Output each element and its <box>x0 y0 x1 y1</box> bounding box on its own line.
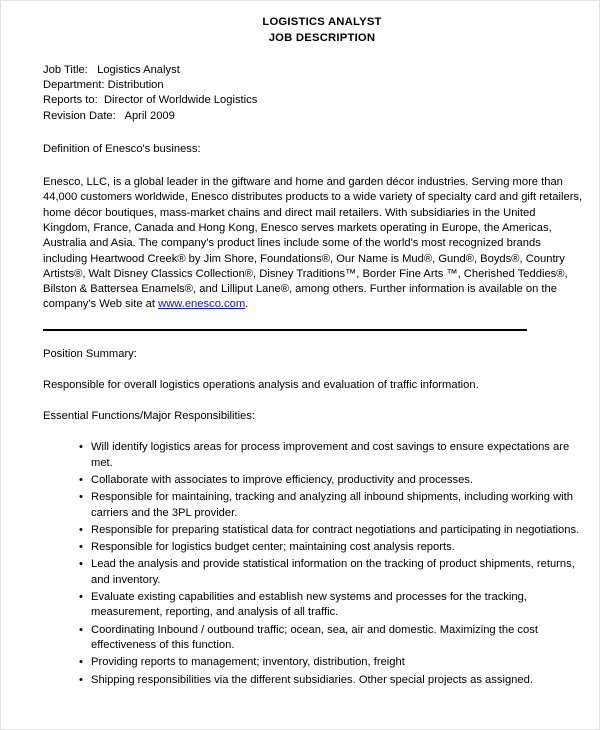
field-revision-date-value: April 2009 <box>124 109 175 122</box>
enesco-website-link[interactable]: www.enesco.com <box>158 298 246 311</box>
list-item-text: Responsible for logistics budget center; maintaining cost analysis reports. <box>91 541 455 554</box>
position-summary-text: Responsible for overall logistics operations analysis and evaluation of traffic information. <box>43 378 479 391</box>
bullet-icon: • <box>79 473 83 486</box>
list-item <box>43 490 583 521</box>
list-item <box>43 440 583 471</box>
bullet-icon: • <box>79 591 83 604</box>
list-item-text: Evaluate existing capabilities and establish new systems and processes for the tracking, measurement, reporting, and analysis of all traffic. <box>91 591 527 619</box>
list-item-text: Shipping responsibilities via the different subsidiaries. Other special projects as assigned. <box>91 673 533 686</box>
list-item-text: Providing reports to management; inventory, distribution, freight <box>91 656 405 669</box>
field-reports-to <box>43 93 583 108</box>
list-item <box>43 655 583 670</box>
list-item-text: Coordinating Inbound / outbound traffic; ocean, sea, air and domestic. Maximizing the cost effectiveness of this function. <box>91 623 538 651</box>
list-item-text: Responsible for maintaining, tracking and analyzing all inbound shipments, including working with carriers and the 3PL provider. <box>91 491 573 519</box>
spacer <box>43 362 583 378</box>
field-reports-to-value: Director of Worldwide Logistics <box>103 94 258 107</box>
page-title <box>43 15 583 46</box>
bullet-icon: • <box>79 441 83 454</box>
bullet-icon: • <box>79 673 83 686</box>
list-item <box>43 623 583 654</box>
bullet-icon: • <box>79 623 83 636</box>
field-department-value: Distribution <box>107 79 164 92</box>
spacer <box>43 313 583 329</box>
field-job-title-value: Logistics Analyst <box>97 64 180 76</box>
field-job-title <box>43 63 583 78</box>
field-reports-to-label: Reports to: <box>43 94 98 107</box>
bullet-icon: • <box>79 523 83 536</box>
list-item <box>43 523 583 538</box>
essential-functions-heading: Essential Functions/Major Responsibilities: <box>43 410 256 423</box>
list-item-text: Responsible for preparing statistical data for contract negotiations and participating in negotiations. <box>91 523 580 536</box>
page-title-line-2: JOB DESCRIPTION <box>268 31 376 44</box>
bullet-icon: • <box>79 558 83 571</box>
business-definition-text-part-2: . <box>245 298 249 311</box>
document-body <box>43 15 583 690</box>
list-item <box>43 557 583 588</box>
field-revision-date <box>43 109 583 124</box>
list-item-text: Collaborate with associates to improve efficiency, productivity and processes. <box>91 473 474 486</box>
business-definition-paragraph <box>43 175 583 313</box>
bullet-icon: • <box>79 541 83 554</box>
field-revision-date-label: Revision Date: <box>43 109 116 122</box>
position-summary-heading: Position Summary: <box>43 347 137 360</box>
field-department <box>43 78 583 93</box>
spacer <box>43 393 583 409</box>
bullet-icon: • <box>79 491 83 504</box>
list-item <box>43 540 583 555</box>
spacer <box>43 124 583 142</box>
list-item-text: Lead the analysis and provide statistical information on the tracking of product shipments, returns, and inventory. <box>91 558 575 586</box>
spacer <box>43 424 583 440</box>
spacer <box>43 157 583 175</box>
field-job-title-label: Job Title: <box>43 64 88 76</box>
list-item <box>43 473 583 488</box>
field-department-label: Department: <box>43 79 105 92</box>
spacer <box>43 46 583 63</box>
header-fields <box>43 63 583 124</box>
business-definition-text-part-1: Enesco, LLC, is a global leader in the giftware and home and garden décor industries. Serving more than 44,000 customers worldwide, Enesco distributes products to a wide variety of specialty card and gift retailers, home décor boutiques, mass-market chains and direct mail retailers. With subsidiaries in the United Kingdom, France, Canada and Hong Kong, Enesco serves markets operating in Europe, the Americas, Australia and Asia. The company's product lines include some of the world's most recognized brands including Heartwood Creek® by Jim Shore, Foundations®, Our Name is Mud®, Gund®, Boyds®, Country Artists®, Walt Disney Classics Collection®, Disney Traditions™, Border Fine Arts ™, Cherished Teddies®, Bilston & Battersea Enamels®, and Lilliput Lane®, among others. Further information is available on the company's Web site at <box>43 176 583 311</box>
spacer <box>43 331 583 347</box>
bullet-icon: • <box>79 656 83 669</box>
business-definition-heading: Definition of Enesco's business: <box>43 142 201 155</box>
page-title-line-1: LOGISTICS ANALYST <box>262 16 382 28</box>
list-item <box>43 673 583 688</box>
list-item <box>43 590 583 621</box>
list-item-text: Will identify logistics areas for process improvement and cost savings to ensure expectations are met. <box>91 441 570 469</box>
essential-functions-list <box>43 440 583 687</box>
